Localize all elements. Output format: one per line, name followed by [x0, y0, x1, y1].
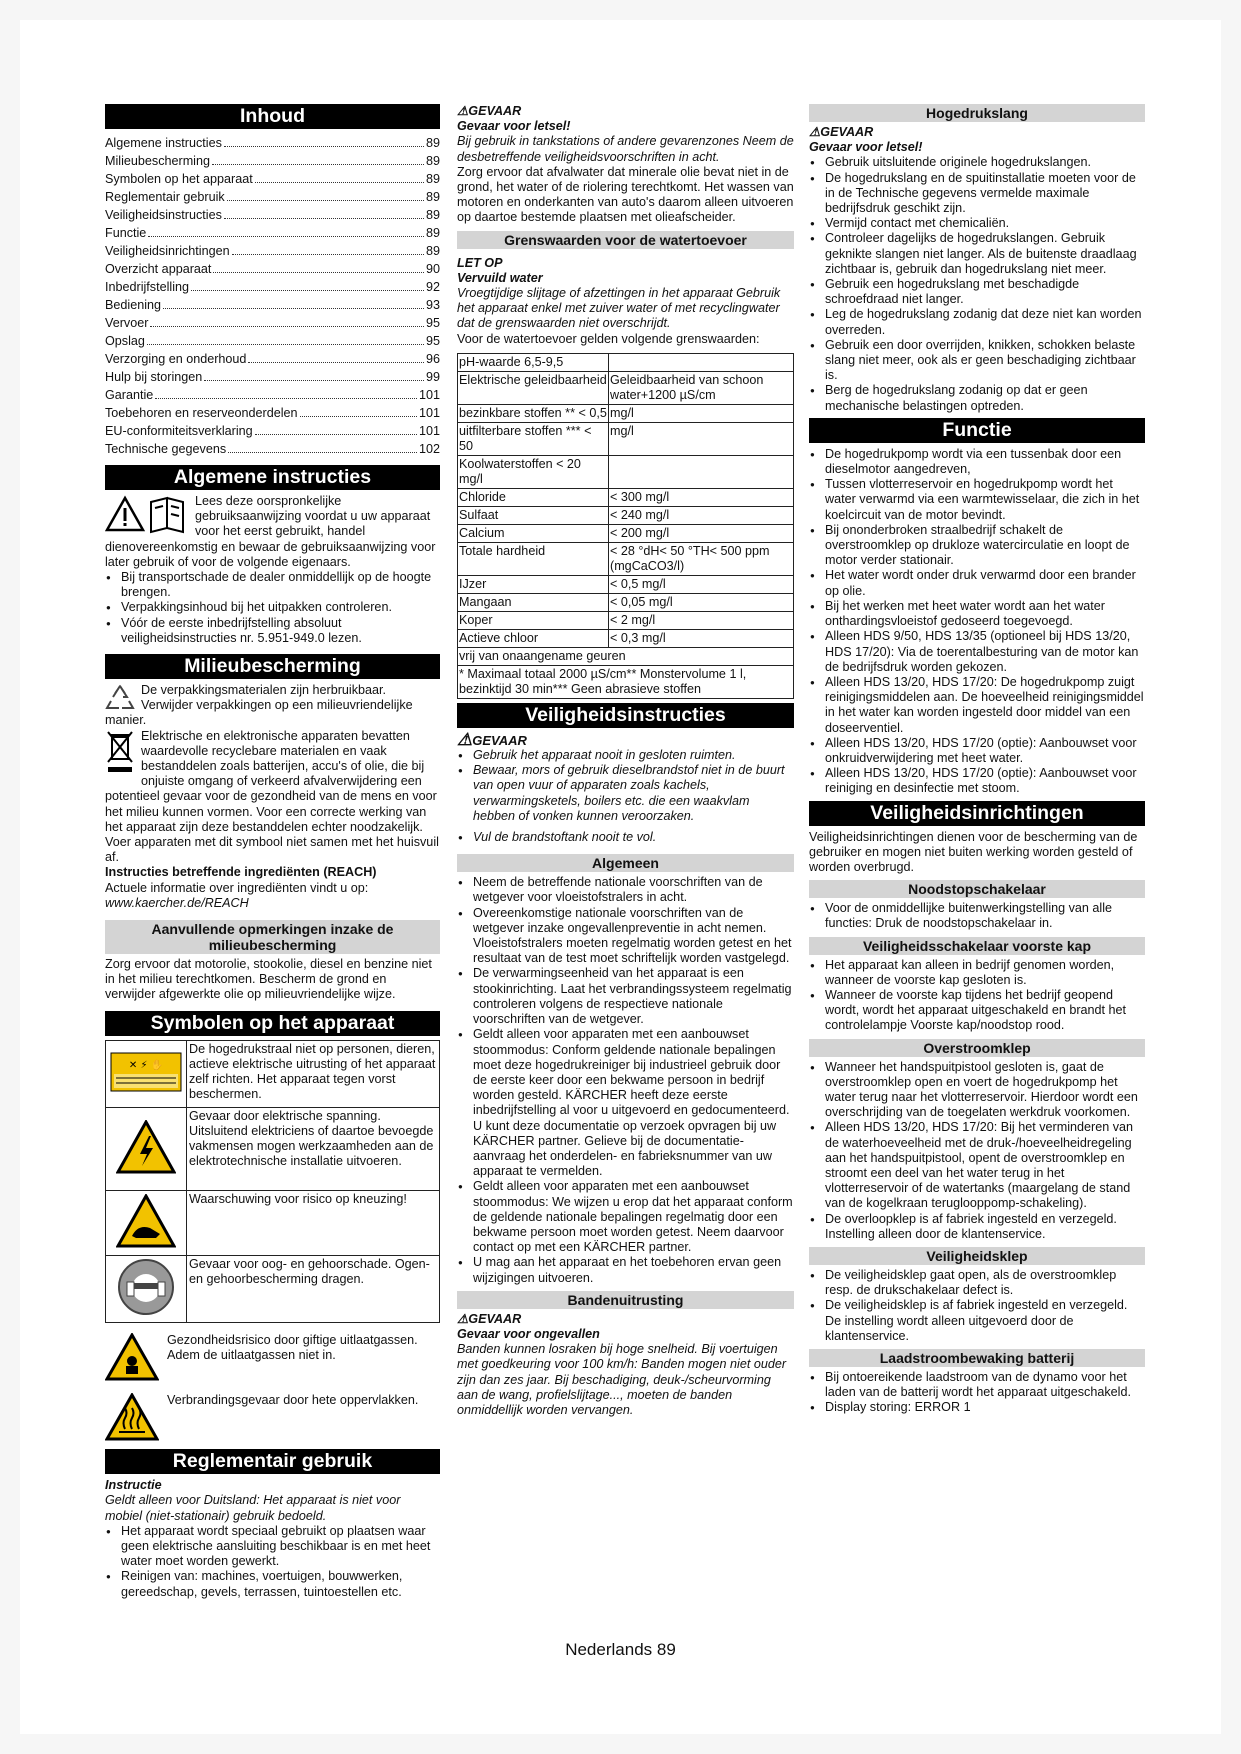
table-cell: Calcium	[458, 524, 609, 542]
toc-leader	[213, 272, 424, 273]
table-row	[458, 542, 794, 575]
table-footnote: * Maximaal totaal 2000 µS/cm** Monstervolume 1 l, bezinktijd 30 min*** Geen abrasieve stoffen	[458, 665, 794, 698]
letsel-label: Gevaar voor letsel!	[809, 140, 923, 155]
grenswaarden-intro: Voor de watertoevoer gelden volgende grenswaarden:	[457, 331, 760, 346]
toc-entry	[105, 367, 440, 385]
list-item: ● De veiligheidsklep gaat open, als de overstroomklep resp. de drukschakelaar defect is.	[809, 1268, 1145, 1298]
toc-page-number: 89	[425, 243, 440, 258]
table-row	[458, 593, 794, 611]
symbol-table	[105, 1040, 440, 1323]
toc-entry	[105, 439, 440, 457]
symbol-desc: De hogedrukstraal niet op personen, dieren, actieve elektrische uitrusting of het apparaat zelf richten. Het apparaat tegen vorst beschermen.	[187, 1040, 440, 1107]
symbol-desc: Gevaar door elektrische spanning. Uitsluitend elektriciens of daartoe bevoegde vakmensen mogen werkzaamheden aan de elektrotechnische installatie uitvoeren.	[187, 1107, 440, 1190]
warning-triangle-icon: ⚠	[457, 104, 469, 118]
toc-page-number: 89	[425, 207, 440, 222]
list-item: ● Voor de onmiddellijke buitenwerkingstelling van alle functies: Druk de noodstopschakelaar in.	[809, 901, 1145, 931]
heading-hogedrukslang: Hogedrukslang	[809, 104, 1145, 122]
toc-leader	[255, 434, 417, 435]
recycle-icon	[105, 683, 137, 713]
list-item: ● Bij ontoereikende laadstroom van de dynamo voor het laden van de batterij wordt het apparaat uitgeschakeld.	[809, 1370, 1145, 1400]
toc-title: Garantie	[105, 387, 154, 402]
exhaust-warning	[105, 1333, 440, 1385]
list-item: ● Bij transportschade de dealer onmiddellijk op de hoogte brengen.	[105, 570, 440, 600]
list-item: ● Reinigen van: machines, voertuigen, bouwwerken, gereedschap, gevels, terrassen, tuintoestellen etc.	[105, 1569, 440, 1599]
column-1	[105, 104, 440, 1600]
klep-list	[809, 1268, 1145, 1344]
list-item: ● Bij het werken met heet water wordt aan het water onthardingsvloeistof gedoseerd toegevoegd.	[809, 599, 1145, 629]
algemene-list	[105, 570, 440, 646]
heading-laadstroombewaking: Laadstroombewaking batterij	[809, 1349, 1145, 1367]
toc-leader	[191, 290, 424, 291]
table-cell: Geleidbaarheid van schoon water+1200 µS/cm	[609, 371, 794, 404]
list-item: ● Wanneer het handspuitpistool gesloten is, gaat de overstroomklep open en voert de hogedrukpomp het water terug naar het vlotterreservoir. Hierdoor wordt een overschrijding van de toegelaten werkdruk voorkomen.	[809, 1060, 1145, 1121]
table-cell: Actieve chloor	[458, 629, 609, 647]
table-cell: vrij van onaangename geuren	[458, 647, 794, 665]
heading-symbolen: Symbolen op het apparaat	[105, 1011, 440, 1036]
table-row	[458, 647, 794, 665]
list-item: ● Gebruik het apparaat nooit in gesloten ruimten.	[457, 748, 794, 763]
table-cell: < 0,5 mg/l	[609, 575, 794, 593]
toc-page-number: 101	[418, 405, 440, 420]
toc-title: Veiligheidsinrichtingen	[105, 243, 230, 258]
toc-leader	[212, 164, 424, 165]
list-item: ● Gebruik een hogedrukslang met beschadigde schroefdraad niet langer.	[809, 277, 1145, 307]
table-cell: uitfilterbare stoffen *** < 50	[458, 422, 609, 455]
toc-page-number: 92	[425, 279, 440, 294]
toc-entry	[105, 349, 440, 367]
toc-page-number: 101	[418, 423, 440, 438]
instructie-text: Geldt alleen voor Duitsland: Het apparaat is niet voor mobiel (niet-stationair) gebruik bedoeld.	[105, 1493, 401, 1523]
heading-reglementair: Reglementair gebruik	[105, 1449, 440, 1474]
list-item: ● De verwarmingseenheid van het apparaat is een stookinrichting. Laat het verbrandingssysteem regelmatig controleren volgens de respectieve nationale voorschriften van de wetgever.	[457, 966, 794, 1027]
table-row	[458, 455, 794, 488]
toc-leader	[148, 236, 424, 237]
gevaar-label: ⚠GEVAAR	[457, 104, 522, 118]
veiligheid-list	[457, 748, 794, 845]
list-item: ● Tussen vlotterreservoir en hogedrukpomp wordt het water verwarmd via een warmtewisselaar, die zich in het koelcircuit van de motor bevindt.	[809, 477, 1145, 523]
toc-leader	[255, 182, 424, 183]
milieu-weee-text: Elektrische en elektronische apparaten bevatten waardevolle recyclebare materialen en vaak bestanddelen zoals batterijen, accu's of olie, die bij onjuiste omgang of verkeerd afvalverwijdering een potentieel gevaar voor de gezondheid van de mens en voor het milieu kunnen vormen. Voor een correcte werking van het apparaat zijn deze bestanddelen echter noodzakelijk. Voer apparaten met dit symbool niet samen met het huisvuil af.	[105, 728, 439, 865]
table-row	[458, 404, 794, 422]
list-item: ● Vul de brandstoftank nooit te vol.	[457, 830, 794, 845]
reach-text: Actuele informatie over ingrediënten vindt u op:	[105, 880, 369, 895]
list-item: ● Het apparaat wordt speciaal gebruikt op plaatsen waar geen elektrische aansluiting beschikbaar is en met heet water moet worden gewerkt.	[105, 1524, 440, 1570]
heading-algemene-instructies: Algemene instructies	[105, 465, 440, 490]
toc-entry	[105, 187, 440, 205]
limit-values-table	[457, 353, 794, 699]
toc-leader	[228, 452, 417, 453]
letsel-label: Gevaar voor letsel!	[457, 119, 571, 134]
toc-title: Vervoer	[105, 315, 149, 330]
table-cell: < 0,3 mg/l	[609, 629, 794, 647]
list-item: ● Controleer dagelijks de hogedrukslangen. Gebruik geknikte slangen niet langer. Als de buitenste draadlaag zichtbaar is, gebruik dan hogedrukslang niet meer.	[809, 231, 1145, 277]
crossed-bin-icon	[105, 729, 137, 775]
toc-leader	[155, 398, 417, 399]
toc-title: Hulp bij storingen	[105, 369, 203, 384]
table-row	[458, 665, 794, 698]
list-item: ● Berg de hogedrukslang zodanig op dat er geen mechanische belastingen optreden.	[809, 383, 1145, 413]
toc-title: Milieubescherming	[105, 153, 210, 168]
toc-leader	[227, 200, 424, 201]
toc-title: Algemene instructies	[105, 135, 222, 150]
toc-entry	[105, 421, 440, 439]
table-cell: Koolwaterstoffen < 20 mg/l	[458, 455, 609, 488]
warning-triangle-icon: ⚠	[457, 1311, 469, 1326]
list-item: ● Alleen HDS 13/20, HDS 17/20: Bij het verminderen van de waterhoeveelheid met de druk-/hoeveelheidregeling aan het handspuitpistool, opent de overstroomklep en stroomt een deel van het water terug in het vlotterreservoir of de watertanks (maargelang de stand van de kogelkraan teruglooppomp-schakeling).	[809, 1120, 1145, 1211]
gevaar-label: ⚠GEVAAR	[457, 1311, 522, 1326]
list-item: ● Display storing: ERROR 1	[809, 1400, 1145, 1415]
reach-url: www.kaercher.de/REACH	[105, 895, 249, 910]
list-item: ● Overeenkomstige nationale voorschriften van de wetgever inzake ongevallenpreventie in acht nemen. Vloeistofstralers moeten regelmatig worden getest en het resultaat van de test moet schriftelijk worden vastgelegd.	[457, 906, 794, 967]
toc-title: Verzorging en onderhoud	[105, 351, 247, 366]
toc-title: Opslag	[105, 333, 145, 348]
toc-leader	[204, 380, 424, 381]
table-row	[458, 371, 794, 404]
list-item: ● De hogedrukpomp wordt via een tussenbak door een dieselmotor aangedreven,	[809, 447, 1145, 477]
symbol-desc: Waarschuwing voor risico op kneuzing!	[187, 1190, 440, 1255]
aanvullende-text: Zorg ervoor dat motorolie, stookolie, diesel en benzine niet in het milieu terechtkomen. Bescherm de grond en verwijder afgewerkte olie op milieuvriendelijke wijze.	[105, 957, 432, 1002]
column-3	[809, 104, 1145, 1416]
heading-veiligheidsinstructies: Veiligheidsinstructies	[457, 703, 794, 728]
table-cell: < 240 mg/l	[609, 506, 794, 524]
table-of-contents	[105, 133, 440, 457]
toc-page-number: 89	[425, 135, 440, 150]
toc-entry	[105, 331, 440, 349]
toc-page-number: 89	[425, 171, 440, 186]
milieu-recycle-text: De verpakkingsmaterialen zijn herbruikbaar. Verwijder verpakkingen op een milieuvriendelijke manier.	[105, 683, 413, 728]
list-item: ● Het water wordt onder druk verwarmd door een brander op olie.	[809, 568, 1145, 598]
table-cell: IJzer	[458, 575, 609, 593]
list-item: ● Geldt alleen voor apparaten met een aanbouwset stoommodus: We wijzen u erop dat het apparaat conform de geldende nationale bepalingen regelmatig door een bekwame persoon moet worden getest. Neem daarvoor contact op met een KÄRCHER partner.	[457, 1179, 794, 1255]
table-cell: < 0,05 mg/l	[609, 593, 794, 611]
milieu-weee-block	[105, 729, 440, 866]
table-row	[106, 1255, 440, 1322]
toc-leader	[147, 344, 424, 345]
toc-page-number: 93	[425, 297, 440, 312]
toc-page-number: 89	[425, 189, 440, 204]
table-cell: Sulfaat	[458, 506, 609, 524]
list-item: ● Alleen HDS 13/20, HDS 17/20: De hogedrukpomp zuigt reinigingsmiddelen aan. De hoeveelheid reinigingsmiddel in het water kan worden ingesteld door middel van een doseerventiel.	[809, 675, 1145, 736]
toc-page-number: 95	[425, 315, 440, 330]
afvalwater-text: Zorg ervoor dat afvalwater dat minerale olie bevat niet in de grond, het water of de riolering terechtkomt. Het wassen van motoren en onderkanten van auto's daarom alleen uitvoeren op daartoe bestemde plaatsen met olieafscheider.	[457, 164, 794, 225]
heading-veiligheidsklep: Veiligheidsklep	[809, 1247, 1145, 1265]
list-item: ● Geldt alleen voor apparaten met een aanbouwset stoommodus: Conform geldende nationale bepalingen moet deze hogedrukreiniger bij industrieel gebruik door de eerste keer door een bekwame persoon in bedrijf worden gesteld. KÄRCHER heeft deze eerste inbedrijfstelling al voor u uitgevoerd en gedocumenteerd. U kunt deze documentatie op verzoek opvragen bij uw KÄRCHER partner. Gelieve bij de documentatie-aanvraag het onderdelen- en fabrieksnummer van uw apparaat te vermelden.	[457, 1027, 794, 1179]
toc-page-number: 96	[425, 351, 440, 366]
table-row	[458, 611, 794, 629]
list-item: ● Bij ononderbroken straalbedrijf schakelt de overstroomklep op drukloze watercirculatie en loopt de motor verder stationair.	[809, 523, 1145, 569]
table-cell: < 300 mg/l	[609, 488, 794, 506]
toc-title: Overzicht apparaat	[105, 261, 212, 276]
toc-leader	[224, 146, 424, 147]
list-item: ● De veiligheidsklep is af fabriek ingesteld en verzegeld. De instelling wordt alleen uitgevoerd door de klantenservice.	[809, 1298, 1145, 1344]
toc-entry	[105, 259, 440, 277]
vervuild-italic: Vroegtijdige slijtage of afzettingen in het apparaat Gebruik het apparaat enkel met zuiver water of met recyclingwater dat de grenswaarden niet overschrijdt.	[457, 286, 781, 331]
table-row	[458, 629, 794, 647]
eye-ear-protection-icon	[106, 1255, 187, 1322]
toc-page-number: 102	[418, 441, 440, 456]
table-row	[106, 1107, 440, 1190]
toxic-fumes-icon	[105, 1333, 167, 1385]
toc-entry	[105, 241, 440, 259]
table-row	[458, 488, 794, 506]
gevaar-italic: Bij gebruik in tankstations of andere gevarenzones Neem de desbetreffende veiligheidsvoorschriften in acht.	[457, 134, 794, 164]
toc-entry	[105, 295, 440, 313]
gevaar-label: ⚠GEVAAR	[809, 125, 874, 139]
heading-overstroomklep: Overstroomklep	[809, 1039, 1145, 1057]
table-cell: mg/l	[609, 422, 794, 455]
symbol-desc: Gevaar voor oog- en gehoorschade. Ogen- en gehoorbescherming dragen.	[187, 1255, 440, 1322]
milieu-recycle-block	[105, 683, 440, 729]
heading-functie: Functie	[809, 418, 1145, 443]
overstroom-list	[809, 1060, 1145, 1242]
page-footer: Nederlands 89	[565, 1640, 676, 1659]
list-item: ● Gebruik uitsluitende originele hogedrukslangen.	[809, 155, 1145, 170]
toc-leader	[163, 308, 424, 309]
toc-entry	[105, 223, 440, 241]
list-item: ● Het apparaat kan alleen in bedrijf genomen worden, wanneer de voorste kap gesloten is.	[809, 958, 1145, 988]
toc-leader	[232, 254, 424, 255]
list-item: ● De overloopklep is af fabriek ingesteld en verzegeld. Instelling alleen door de klantenservice.	[809, 1212, 1145, 1242]
hogedrukslang-list	[809, 155, 1145, 413]
toc-title: Symbolen op het apparaat	[105, 171, 253, 186]
table-cell: Chloride	[458, 488, 609, 506]
column-2	[457, 104, 794, 1418]
list-item: ● Neem de betreffende nationale voorschriften van de wetgever voor vloeistofstralers in acht.	[457, 875, 794, 905]
table-cell: pH-waarde 6,5-9,5	[458, 353, 609, 371]
laad-list	[809, 1370, 1145, 1416]
toc-title: Toebehoren en reserveonderdelen	[105, 405, 298, 420]
table-cell: bezinkbare stoffen ** < 0,5	[458, 404, 609, 422]
toc-title: Functie	[105, 225, 147, 240]
table-cell: < 200 mg/l	[609, 524, 794, 542]
toc-entry	[105, 133, 440, 151]
table-row	[458, 575, 794, 593]
table-cell: Koper	[458, 611, 609, 629]
toc-entry	[105, 385, 440, 403]
toc-page-number: 99	[425, 369, 440, 384]
toc-title: Bediening	[105, 297, 162, 312]
table-cell: Mangaan	[458, 593, 609, 611]
list-item: ● De hogedrukslang en de spuitinstallatie moeten voor de in de Technische gegevens vermelde maximale bedrijfsdruk geschikt zijn.	[809, 171, 1145, 217]
toc-page-number: 89	[425, 225, 440, 240]
toc-leader	[150, 326, 424, 327]
noodstop-list	[809, 901, 1145, 931]
kap-list	[809, 958, 1145, 1034]
table-row	[458, 422, 794, 455]
hot-surface-icon	[105, 1393, 167, 1445]
gevaar-label: ⚠GEVAAR	[457, 729, 527, 749]
reglementair-list	[105, 1524, 440, 1600]
algemene-intro-block	[105, 494, 440, 570]
heading-algemeen: Algemeen	[457, 854, 794, 872]
svg-text:✕ ⚡ ✋: ✕ ⚡ ✋	[128, 1059, 164, 1071]
table-cell: Elektrische geleidbaarheid	[458, 371, 609, 404]
toc-title: Reglementair gebruik	[105, 189, 225, 204]
no-spray-icon	[106, 1040, 187, 1107]
heading-voorste-kap: Veiligheidsschakelaar voorste kap	[809, 937, 1145, 955]
read-manual-icon	[105, 494, 191, 536]
toc-leader	[248, 362, 424, 363]
toc-page-number: 101	[418, 387, 440, 402]
toc-title: Inbedrijfstelling	[105, 279, 190, 294]
ongevallen-label: Gevaar voor ongevallen	[457, 1326, 600, 1341]
reach-title: Instructies betreffende ingrediënten (REACH)	[105, 865, 377, 880]
algemene-intro: Lees deze oorspronkelijke gebruiksaanwijzing voordat u uw apparaat voor het eerst gebruikt, handel dienovereenkomstig en bewaar de gebruiksaanwijzing voor later gebruik of voor de volgende eigenaars.	[105, 494, 436, 569]
list-item: ● Alleen HDS 13/20, HDS 17/20 (optie): Aanbouwset voor onkruidverwijdering met heet water.	[809, 736, 1145, 766]
heading-milieubescherming: Milieubescherming	[105, 654, 440, 679]
crush-hazard-icon	[106, 1190, 187, 1255]
exhaust-text: Gezondheidsrisico door giftige uitlaatgassen. Adem de uitlaatgassen niet in.	[167, 1332, 418, 1362]
toc-leader	[224, 218, 424, 219]
toc-title: EU-conformiteitsverklaring	[105, 423, 253, 438]
toc-entry	[105, 313, 440, 331]
table-row	[458, 353, 794, 371]
hot-surface-warning	[105, 1393, 440, 1445]
algemeen-list	[457, 875, 794, 1285]
toc-title: Veiligheidsinstructies	[105, 207, 222, 222]
toc-entry	[105, 277, 440, 295]
list-item: ● Gebruik een door overrijden, knikken, schokken belaste slang niet meer, ook als er geen beschadiging zichtbaar is.	[809, 338, 1145, 384]
toc-page-number: 95	[425, 333, 440, 348]
hot-surface-text: Verbrandingsgevaar door hete oppervlakken.	[167, 1392, 419, 1407]
toc-page-number: 89	[425, 153, 440, 168]
table-row	[106, 1190, 440, 1255]
heading-inhoud: Inhoud	[105, 104, 440, 129]
table-cell	[609, 353, 794, 371]
table-cell: Totale hardheid	[458, 542, 609, 575]
table-cell: < 28 °dH< 50 °TH< 500 ppm (mgCaCO3/l)	[609, 542, 794, 575]
table-cell	[609, 455, 794, 488]
table-row	[458, 524, 794, 542]
list-item: ● Vermijd contact met chemicaliën.	[809, 216, 1145, 231]
vervuild-label: Vervuild water	[457, 270, 543, 285]
list-item: ● Alleen HDS 13/20, HDS 17/20 (optie): Aanbouwset voor reiniging en desinfectie met stoom.	[809, 766, 1145, 796]
inrichtingen-text: Veiligheidsinrichtingen dienen voor de bescherming van de gebruiker en mogen niet buiten werking worden gesteld of worden overbrugd.	[809, 829, 1138, 874]
toc-leader	[300, 416, 417, 417]
list-item: ● U mag aan het apparaat en het toebehoren ervan geen wijzigingen uitvoeren.	[457, 1255, 794, 1285]
heading-bandenuitrusting: Bandenuitrusting	[457, 1291, 794, 1309]
list-item: ● Verpakkingsinhoud bij het uitpakken controleren.	[105, 600, 440, 615]
warning-triangle-icon: ⚠	[809, 125, 821, 139]
heading-veiligheidsinrichtingen: Veiligheidsinrichtingen	[809, 801, 1145, 826]
list-item: ● Bewaar, mors of gebruik dieselbrandstof niet in de buurt van open vuur of apparaten zoals kachels, verwarmingsketels, boilers etc. die een waakvlam hebben of vonken kunnen veroorzaken.	[457, 763, 794, 824]
banden-text: Banden kunnen losraken bij hoge snelheid. Bij voertuigen met goedkeuring voor 100 km/h: Banden mogen niet ouder zijn dan zes jaar. Bij beschadiging, deuk-/scheurvorming aan de wang, profielslijtage..., moeten de banden onmiddellijk worden vervangen.	[457, 1342, 787, 1417]
toc-entry	[105, 151, 440, 169]
table-cell: < 2 mg/l	[609, 611, 794, 629]
table-cell: mg/l	[609, 404, 794, 422]
heading-noodstopschakelaar: Noodstopschakelaar	[809, 880, 1145, 898]
electric-hazard-icon	[106, 1107, 187, 1190]
letop-label: LET OP	[457, 255, 503, 270]
toc-entry	[105, 169, 440, 187]
toc-entry	[105, 205, 440, 223]
list-item: ● Leg de hogedrukslang zodanig dat deze niet kan worden overreden.	[809, 307, 1145, 337]
functie-list	[809, 447, 1145, 797]
toc-title: Technische gegevens	[105, 441, 227, 456]
toc-page-number: 90	[425, 261, 440, 276]
warning-triangle-icon: ⚠	[457, 729, 473, 749]
list-item: ● Wanneer de voorste kap tijdens het bedrijf geopend wordt, wordt het apparaat uitgeschakeld en brandt het controlelampje Voorste kap/noodstop rood.	[809, 988, 1145, 1034]
list-item: ● Vóór de eerste inbedrijfstelling absoluut veiligheidsinstructies nr. 5.951-949.0 lezen.	[105, 616, 440, 646]
table-row	[106, 1040, 440, 1107]
heading-grenswaarden: Grenswaarden voor de watertoevoer	[457, 231, 794, 249]
toc-entry	[105, 403, 440, 421]
heading-aanvullende: Aanvullende opmerkingen inzake de milieubescherming	[105, 920, 440, 954]
instructie-label: Instructie	[105, 1478, 162, 1493]
table-row	[458, 506, 794, 524]
list-item: ● Alleen HDS 9/50, HDS 13/35 (optioneel bij HDS 13/20, HDS 17/20): Via de toerentalbesturing van de motor kan de bedrijfsdruk worden gekozen.	[809, 629, 1145, 675]
